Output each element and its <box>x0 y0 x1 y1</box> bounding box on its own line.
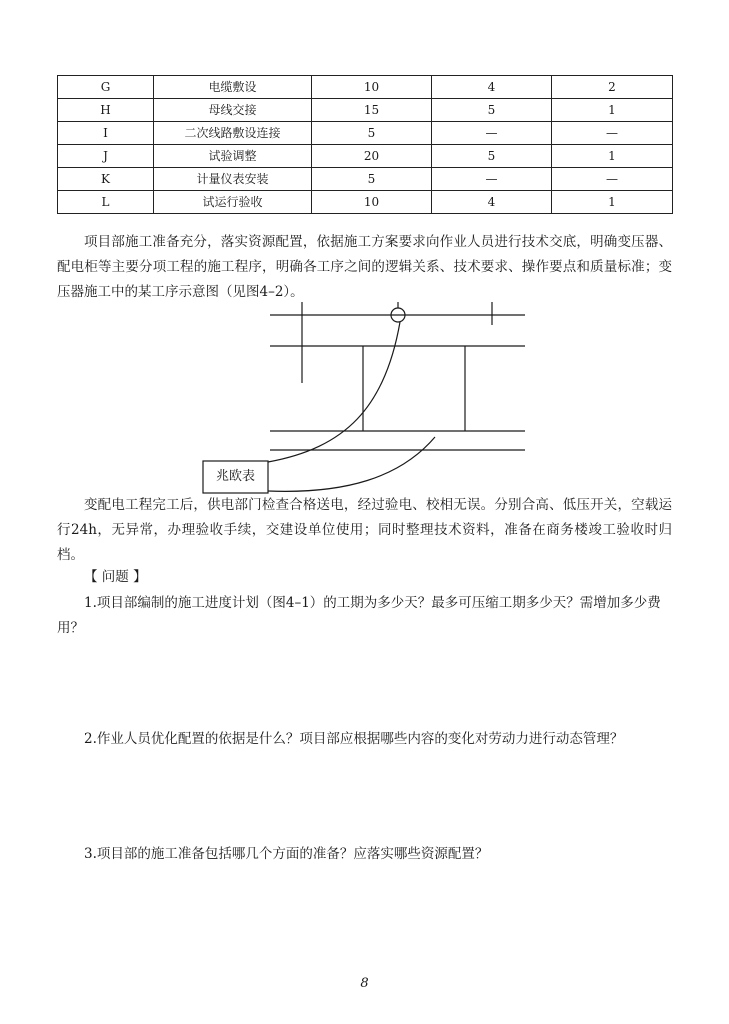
cell-cost: 1 <box>552 191 673 214</box>
cell-cost: 1 <box>552 99 673 122</box>
paragraph-preparation: 项目部施工准备充分，落实资源配置，依据施工方案要求向作业人员进行技术交底，明确变压器、配电柜等主要分项工程的施工程序，明确各工序之间的逻辑关系、技术要求、操作要点和质量标准；变压器施工中的某工序示意图（见图4–2）。 <box>57 234 672 300</box>
work-schedule-table <box>57 75 673 214</box>
cell-duration: 10 <box>312 191 432 214</box>
cell-crash-days: 5 <box>432 145 552 168</box>
cell-crash-days: 4 <box>432 191 552 214</box>
question-1: 1.项目部编制的施工进度计划（图4–1）的工期为多少天？最多可压缩工期多少天？需增加多少费用？ <box>57 595 661 636</box>
lead-wire-2 <box>268 437 435 491</box>
cell-crash-days: 5 <box>432 99 552 122</box>
cell-cost: — <box>552 122 673 145</box>
cell-work: 试运行验收 <box>154 191 312 214</box>
cell-code: H <box>58 99 154 122</box>
questions-heading: 【 问题 】 <box>84 569 147 585</box>
table-row <box>58 191 673 214</box>
cell-cost: 1 <box>552 145 673 168</box>
table-row <box>58 99 673 122</box>
cell-work: 二次线路敷设连接 <box>154 122 312 145</box>
lead-wire-1 <box>268 322 400 462</box>
question-2: 2.作业人员优化配置的依据是什么？项目部应根据哪些内容的变化对劳动力进行动态管理？ <box>84 731 624 747</box>
transformer-process-figure <box>195 298 535 496</box>
cell-crash-days: — <box>432 122 552 145</box>
cell-work: 计量仪表安装 <box>154 168 312 191</box>
page-number: 8 <box>360 976 369 991</box>
cell-duration: 5 <box>312 168 432 191</box>
cell-duration: 20 <box>312 145 432 168</box>
megohmmeter-label: 兆欧表 <box>215 469 255 484</box>
cell-cost: 2 <box>552 76 673 99</box>
cell-code: G <box>58 76 154 99</box>
cell-work: 试验调整 <box>154 145 312 168</box>
table-row <box>58 122 673 145</box>
cell-code: L <box>58 191 154 214</box>
table-row <box>58 145 673 168</box>
cell-crash-days: — <box>432 168 552 191</box>
cell-crash-days: 4 <box>432 76 552 99</box>
cell-code: I <box>58 122 154 145</box>
cell-duration: 15 <box>312 99 432 122</box>
cell-code: K <box>58 168 154 191</box>
cell-code: J <box>58 145 154 168</box>
paragraph-completion: 变配电工程完工后，供电部门检查合格送电，经过验电、校相无误。分别合高、低压开关，空载运行24h，无异常，办理验收手续，交建设单位使用；同时整理技术资料，准备在商务楼竣工验收时归档。 <box>57 497 672 563</box>
cell-cost: — <box>552 168 673 191</box>
cell-duration: 5 <box>312 122 432 145</box>
table-row <box>58 76 673 99</box>
cell-work: 母线交接 <box>154 99 312 122</box>
cell-work: 电缆敷设 <box>154 76 312 99</box>
cell-duration: 10 <box>312 76 432 99</box>
question-3: 3.项目部的施工准备包括哪几个方面的准备？应落实哪些资源配置？ <box>84 846 489 862</box>
table-row <box>58 168 673 191</box>
